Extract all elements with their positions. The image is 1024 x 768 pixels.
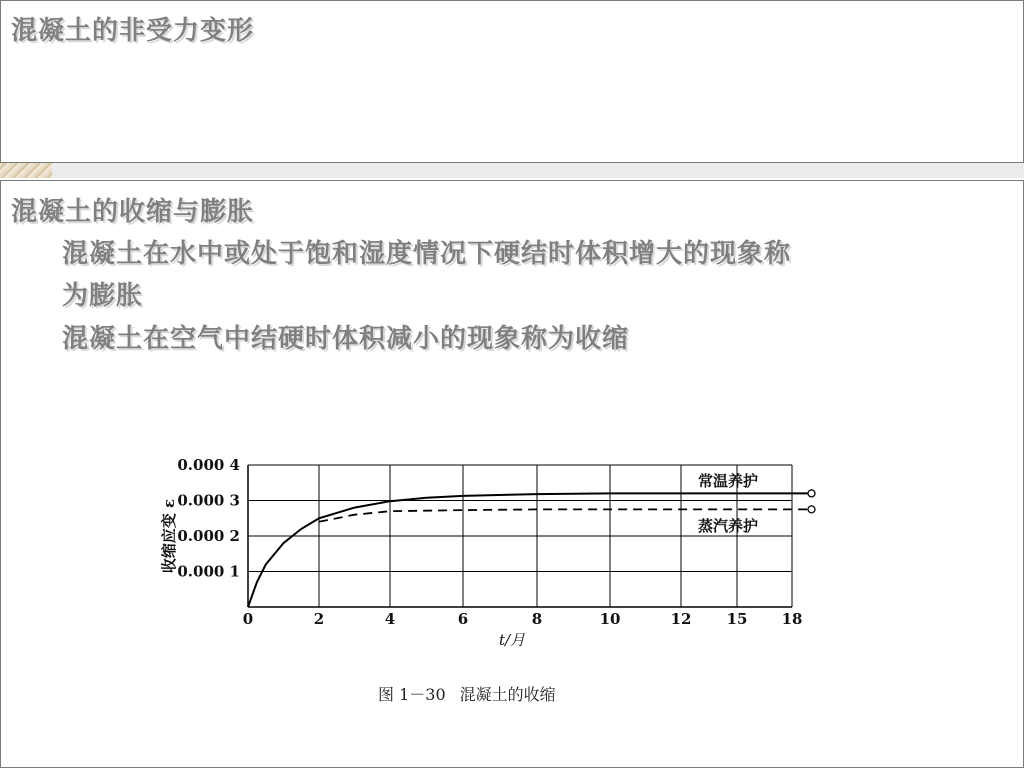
- y-tick-label: 0.000 4: [177, 456, 240, 474]
- series-line-normal-curing: [248, 493, 808, 607]
- x-tick-label: 2: [313, 610, 325, 628]
- slide-title: 混凝土的非受力变形: [11, 16, 255, 46]
- y-axis-label: 收缩应变 ε: [160, 498, 178, 574]
- series-end-marker: [808, 506, 815, 513]
- x-tick-label: 6: [457, 610, 469, 628]
- y-tick-label: 0.000 3: [177, 491, 240, 510]
- paragraph-shrinkage: 混凝土在空气中结硬时体积减小的现象称为收缩: [62, 324, 630, 354]
- figure-caption-number: 图 1－30: [378, 685, 446, 704]
- y-tick-label: 0.000 1: [177, 562, 240, 581]
- sub-heading: 混凝土的收缩与膨胀: [11, 197, 255, 227]
- x-tick-label: 15: [726, 610, 748, 628]
- legend-label-steam-curing: 蒸汽养护: [698, 517, 759, 535]
- divider-texture: [0, 163, 52, 178]
- x-tick-label: 18: [781, 610, 803, 628]
- figure-caption-text: 混凝土的收缩: [459, 685, 556, 704]
- divider-band: [0, 163, 1024, 178]
- x-tick-label: 8: [531, 610, 543, 628]
- series-end-marker: [808, 490, 815, 497]
- paragraph-expansion-line2: 为膨胀: [62, 281, 144, 311]
- x-axis-label: t/月: [498, 631, 526, 649]
- x-tick-label: 4: [384, 610, 396, 628]
- x-tick-label: 10: [599, 610, 621, 628]
- x-tick-label: 0: [242, 610, 254, 628]
- figure-caption: [378, 682, 570, 705]
- legend-label-normal-curing: 常温养护: [698, 472, 759, 490]
- y-tick-label: 0.000 2: [177, 527, 240, 545]
- shrinkage-chart: [140, 430, 840, 670]
- x-tick-label: 12: [670, 610, 692, 628]
- paragraph-expansion-line1: 混凝土在水中或处于饱和湿度情况下硬结时体积增大的现象称: [62, 239, 792, 269]
